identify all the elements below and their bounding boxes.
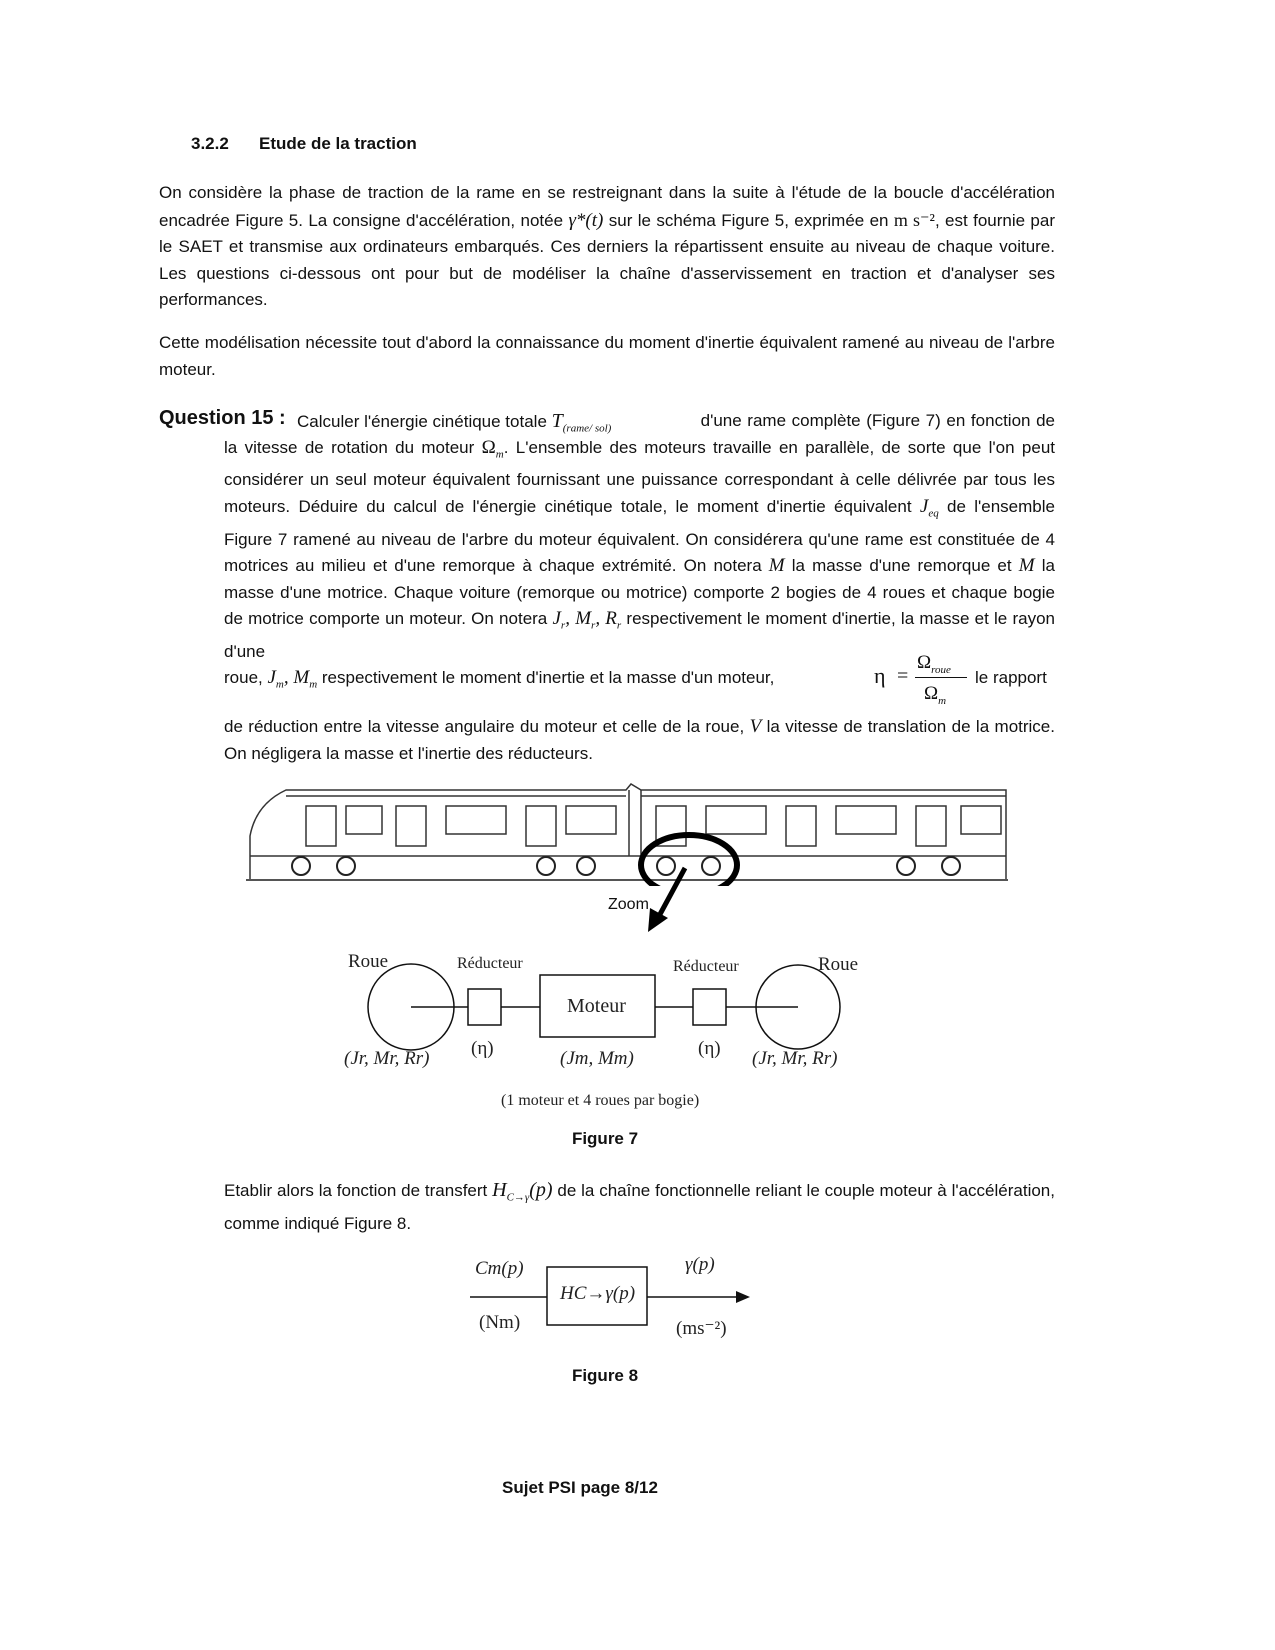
eta-denominator: $\Omega_m$	[924, 683, 947, 707]
figure8-caption: Figure 8	[571, 1366, 639, 1385]
intro-text-b: sur le schéma Figure 5, exprimée en	[608, 210, 889, 230]
question-eta-line: roue, $J_m$, $M_m$ respectivement le moment d'inertie et la masse d'un moteur,	[224, 667, 775, 691]
symbol-omega-m-sub: m	[495, 447, 504, 460]
reducer-left	[468, 989, 501, 1025]
equals-sign: =	[897, 665, 909, 687]
question-text-3: . L'ensemble des moteurs travaille en parallèle, de sorte que l'on peut considérer un seul moteur équivalent fournissant une puissance correspondant à celle délivrée par tous les moteurs. Déduire du calcul de l'énergie cinétique totale, le moment d'inertie équivalent	[224, 437, 1056, 516]
unit-ms2: m s⁻²	[893, 209, 935, 230]
question-last-lines	[224, 714, 1055, 767]
fraction-bar	[915, 677, 967, 678]
symbol-omega-m: Ω	[481, 436, 496, 458]
reducteur-right-label: Réducteur	[673, 958, 739, 975]
question-text-11: de réduction entre la vitesse angulaire du moteur et celle de la roue,	[224, 717, 745, 736]
intro-text-a: On considère la phase de traction de la rame en se restreignant dans la suite à l'étude de la boucle d'accélération encadrée Figure 5. La consigne d'accélération, notée	[159, 183, 1055, 230]
eta-left-label: (η)	[471, 1038, 494, 1059]
symbol-M-motrice: M	[1018, 555, 1035, 577]
question-text-7: respectivement le moment d'inertie, la masse et le rayon d'une	[224, 609, 1055, 662]
question-text-10: le rapport	[975, 668, 1047, 687]
eta-numerator: $\Omega_{roue}$	[917, 652, 951, 676]
eta-symbol: η	[874, 663, 886, 688]
symbol-J-sub: eq	[928, 507, 939, 520]
zoom-arrow	[640, 860, 700, 935]
symbol-H-arg: (p)	[529, 1179, 553, 1201]
question-body: d'une rame complète (Figure 7) en fonction de la vitesse de rotation du moteur $\Omega_m$. L'ensemble des moteurs travaille en parallèle, de sorte que l'on peut considérer un seul moteur équivalent fournissant une puissance correspondant à celle délivrée par tous les moteurs. Déduire du calcul de l'énergie cinétique totale, le moment d'inertie équivalent $J_{eq}$ de l'ensemble Figure 7 ramené au niveau de l'arbre du moteur équivalent. On considérera qu'une rame est constituée de 4 motrices au milieu et d'une remorque à chaque extrémité. On notera M la masse d'une remorque et M la masse d'une motrice. Chaque voiture (remorque ou motrice) comporte 2 bogies de 4 roues et chaque bogie de motrice comporte un moteur. On notera $J_r$, $M_r$, $R_r$ respectivement le moment d'inertie, la masse et le rayon d'une	[224, 411, 1056, 662]
reducteur-left-label: Réducteur	[457, 955, 523, 972]
after-text-2: de la chaîne fonctionnelle reliant le couple moteur à l'accélération, comme indiqué Figure 8.	[224, 1181, 1055, 1233]
question-text-12: la vitesse de translation de la motrice. On négligera la masse et l'inertie des réducteurs.	[224, 717, 1055, 763]
section-title: Etude de la traction	[259, 134, 417, 153]
train-illustration	[246, 776, 1008, 886]
output-label: γ(p)	[685, 1254, 715, 1275]
moteur-params: (Jm, Mm)	[560, 1048, 634, 1069]
block-label: HC→γ(p)	[560, 1283, 636, 1304]
symbol-V: V	[749, 716, 762, 737]
output-unit: (ms⁻²)	[676, 1318, 727, 1339]
page-footer: Sujet PSI page 8/12	[502, 1478, 658, 1497]
intro-text-c: , est fournie par le SAET et transmise aux ordinateurs embarqués. Ces derniers la répartissent ensuite au niveau de chaque voiture. Les questions ci-dessous ont pour but de modéliser la chaîne d'asservissement en traction et d'analyser ses performances.	[159, 210, 1056, 309]
symbol-T: T	[551, 410, 563, 432]
moteur-label: Moteur	[567, 995, 626, 1017]
question-text-2: d'une rame complète (Figure 7) en fonction de la vitesse de rotation du moteur	[224, 411, 1055, 457]
section-number: 3.2.2	[191, 134, 229, 153]
gamma-star-symbol: γ*(t)	[568, 209, 604, 231]
intro-paragraph-2: Cette modélisation nécessite tout d'abord la connaissance du moment d'inertie équivalent ramené au niveau de l'arbre moteur.	[159, 333, 1055, 379]
question-text-6: la masse d'une motrice. Chaque voiture (remorque ou motrice) comporte 2 bogies de 4 roues et chaque bogie de motrice comporte un moteur. On notera	[224, 556, 1055, 629]
symbol-H-sub: C→γ	[506, 1191, 530, 1204]
roue-right-label: Roue	[818, 954, 859, 975]
roue-left-label: Roue	[348, 951, 389, 972]
symbol-H: H	[492, 1179, 507, 1201]
question-label: Question 15 :	[159, 407, 286, 429]
input-unit: (Nm)	[479, 1312, 521, 1333]
figure7-caption: Figure 7	[571, 1129, 639, 1148]
eta-right-label: (η)	[698, 1038, 721, 1059]
input-label: Cm(p)	[475, 1258, 524, 1279]
question-text-4: de l'ensemble Figure 7 ramené au niveau de l'arbre du moteur équivalent. On considérera qu'une rame est constituée de 4 motrices au milieu et d'une remorque à chaque extrémité. On notera	[224, 496, 1055, 576]
symbol-J: J	[919, 495, 929, 517]
question-text-9: respectivement le moment d'inertie et la masse d'un moteur,	[321, 668, 775, 687]
after-text-1: Etablir alors la fonction de transfert	[224, 1181, 488, 1200]
question-text-1: Calculer l'énergie cinétique totale	[297, 412, 547, 431]
symbol-J-roue: J	[552, 608, 561, 630]
symbol-M-remorque: M	[768, 555, 785, 577]
roue-right-params: (Jr, Mr, Rr)	[752, 1048, 838, 1069]
reducer-right	[693, 989, 726, 1025]
transfer-paragraph	[224, 1177, 1055, 1237]
intro-paragraph	[159, 180, 1055, 314]
output-arrowhead	[736, 1291, 750, 1303]
question-text-8: roue,	[224, 668, 263, 687]
roue-left-params: (Jr, Mr, Rr)	[344, 1048, 430, 1069]
symbol-T-sub: (rame/ sol)	[562, 422, 612, 435]
zoom-label: Zoom	[608, 896, 649, 913]
figure7-note: (1 moteur et 4 roues par bogie)	[501, 1092, 700, 1109]
question-text-5: la masse d'une remorque et	[791, 556, 1012, 576]
